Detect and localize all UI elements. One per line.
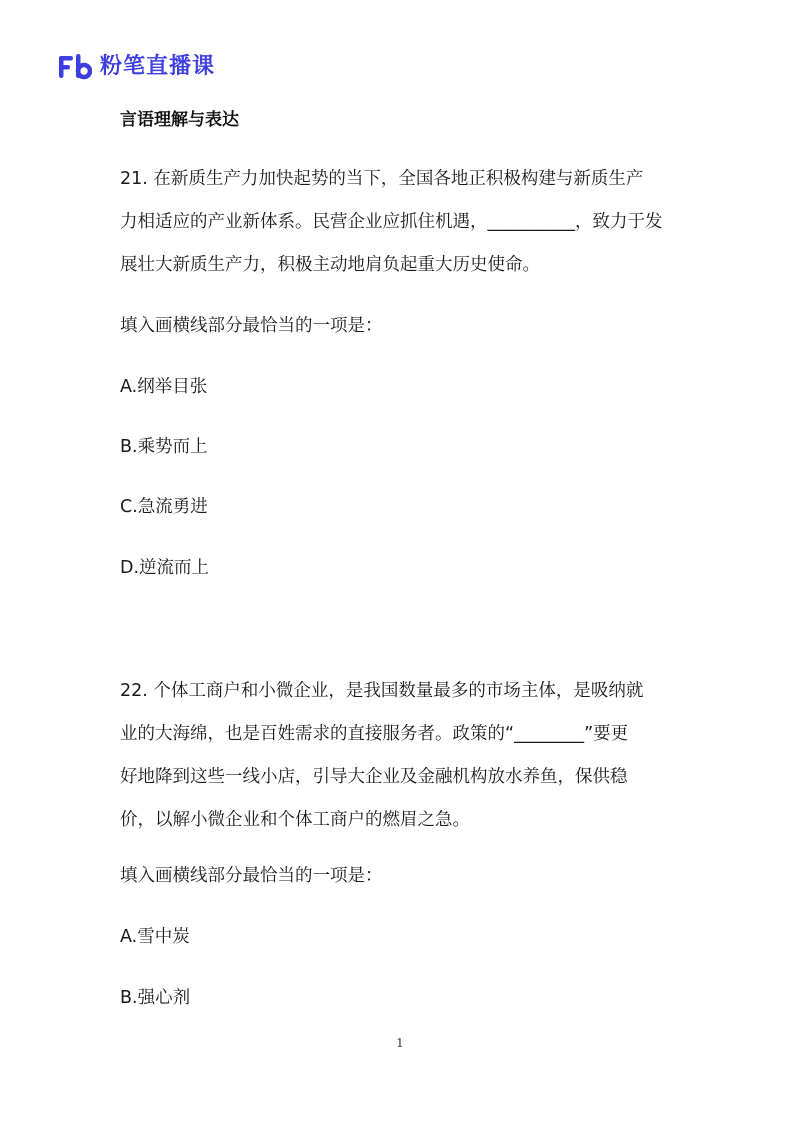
question-stem-line: 业的大海绵，也是百姓需求的直接服务者。政策的“________”要更 bbox=[120, 724, 629, 744]
page-number: 1 bbox=[396, 1036, 404, 1050]
question-21-stem bbox=[120, 158, 690, 287]
question-22-stem bbox=[120, 670, 690, 842]
question-stem-line: 力相适应的产业新体系。民营企业应抓住机遇，__________，致力于发 bbox=[120, 212, 663, 232]
question-21-option-c: C.急流勇进 bbox=[120, 497, 208, 517]
question-stem-line: 21. 在新质生产力加快起势的当下，全国各地正积极构建与新质生产 bbox=[120, 169, 644, 189]
question-21-prompt: 填入画横线部分最恰当的一项是： bbox=[120, 316, 383, 336]
question-22-option-b: B.强心剂 bbox=[120, 988, 191, 1008]
question-21-option-a: A.纲举目张 bbox=[120, 377, 208, 397]
question-stem-line: 22. 个体工商户和小微企业，是我国数量最多的市场主体，是吸纳就 bbox=[120, 681, 644, 701]
question-stem-line: 价，以解小微企业和个体工商户的燃眉之急。 bbox=[120, 810, 470, 830]
question-22-option-a: A.雪中炭 bbox=[120, 927, 190, 947]
section-title: 言语理解与表达 bbox=[120, 110, 239, 130]
question-21-option-d: D.逆流而上 bbox=[120, 558, 210, 578]
fb-logo-icon bbox=[58, 52, 92, 82]
question-stem-line: 好地降到这些一线小店，引导大企业及金融机构放水养鱼，保供稳 bbox=[120, 767, 628, 787]
question-22-prompt: 填入画横线部分最恰当的一项是： bbox=[120, 866, 383, 886]
brand-name: 粉笔直播课 bbox=[100, 54, 216, 79]
question-21-option-b: B.乘势而上 bbox=[120, 437, 208, 457]
question-stem-line: 展壮大新质生产力，积极主动地肩负起重大历史使命。 bbox=[120, 255, 540, 275]
header bbox=[58, 52, 215, 82]
